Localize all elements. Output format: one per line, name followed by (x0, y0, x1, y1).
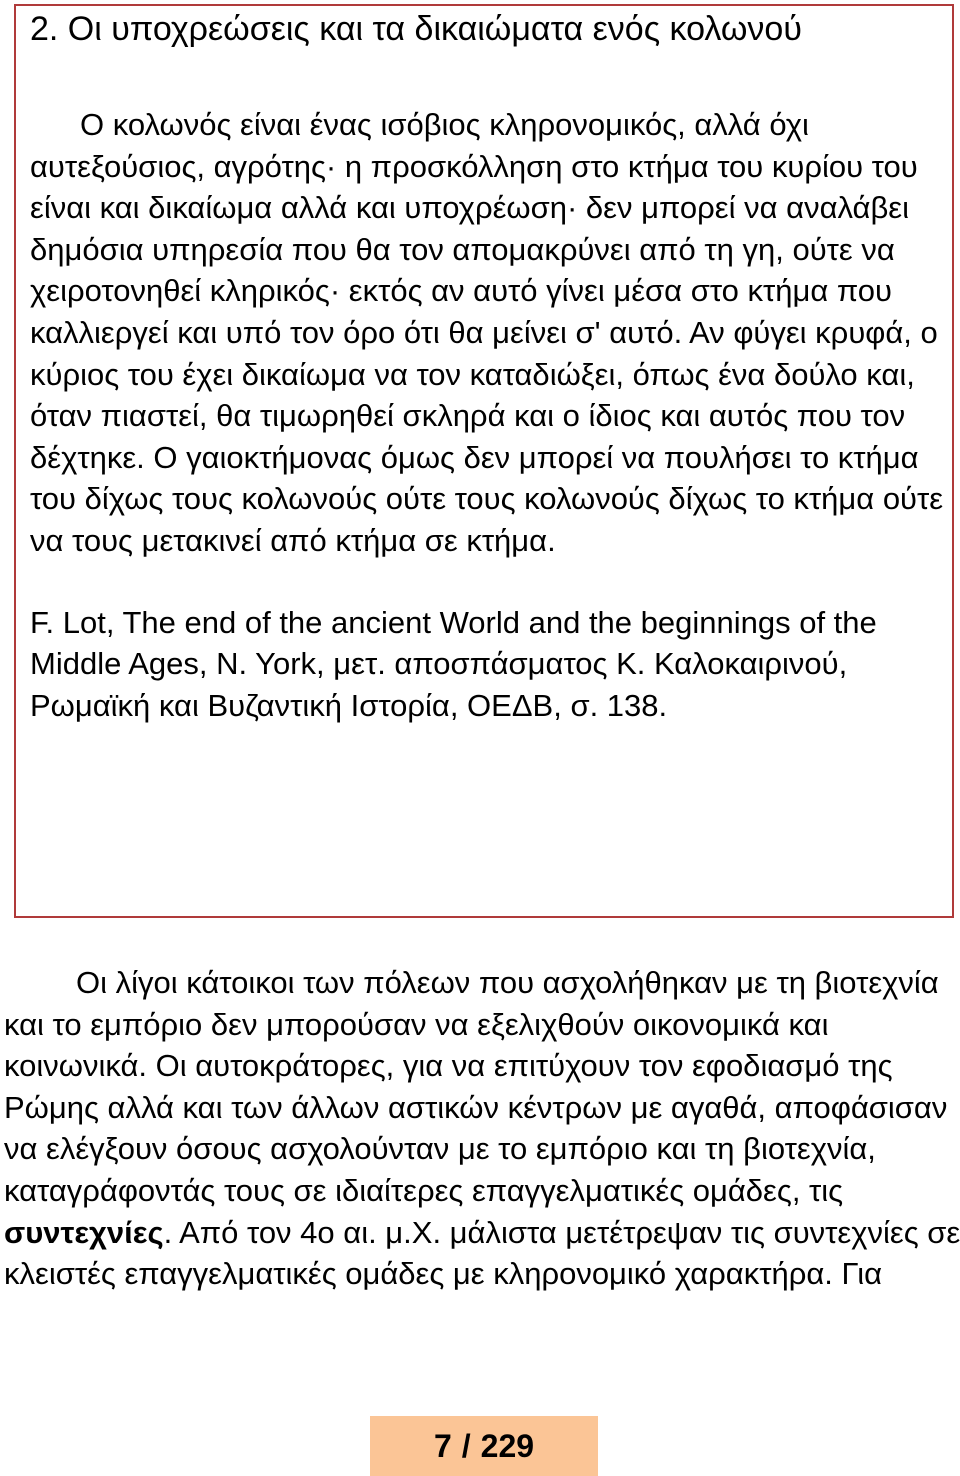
current-page: 7 (433, 1428, 452, 1464)
main-paragraph-text-after: . Από τον 4ο αι. μ.Χ. μάλιστα μετέτρεψαν τις συντεχνίες σε κλειστές επαγγελματικές ομάδες με κληρονομικό χαρακτήρα. Για (4, 1214, 960, 1292)
page-number-badge (370, 1416, 598, 1476)
excerpt-body: Ο κολωνός είναι ένας ισόβιος κληρονομικός, αλλά όχι αυτεξούσιος, αγρότης· η προσκόλληση στο κτήμα του κυρίου του είναι και δικαίωμα αλλά και υποχρέωση· δεν μπορεί να αναλάβει δημόσια υπηρεσία που θα τον απομακρύνει από τη γη, ούτε να χειροτονηθεί κληρικός· εκτός αν αυτό γίνει μέσα στο κτήμα που καλλιεργεί και υπό τον όρο ότι θα μείνει σ' αυτό. Αν φύγει κρυφά, ο κύριος του έχει δικαίωμα να τον καταδιώξει, όπως ένα δούλο και, όταν πιαστεί, θα τιμωρηθεί σκληρά και ο ίδιος και αυτός που τον δέχτηκε. Ο γαιοκτήμονας όμως δεν μπορεί να πουλήσει το κτήμα του δίχως τους κολωνούς ούτε τους κολωνούς δίχως το κτήμα ούτε να τους μετακινεί από κτήμα σε κτήμα. (30, 107, 944, 558)
main-paragraph (4, 962, 960, 1295)
main-paragraph-text-before: Οι λίγοι κάτοικοι των πόλεων που ασχολήθηκαν με τη βιοτεχνία και το εμπόριο δεν μπορούσαν να εξελιχθούν οικονομικά και κοινωνικά. Οι αυτοκράτορες, για να επιτύχουν τον εφοδιασμό της Ρώμης αλλά και των άλλων αστικών κέντρων με αγαθά, αποφάσισαν να ελέγξουν όσους ασχολούνταν με το εμπόριο και τη βιοτεχνία, καταγράφοντάς τους σε ιδιαίτερες επαγγελματικές ομάδες, τις (4, 965, 948, 1208)
source-excerpt-box (14, 4, 954, 918)
term-syntechnies: συντεχνίες (4, 1214, 164, 1250)
excerpt-citation: F. Lot, The end of the ancient World and the beginnings of the Middle Ages, N. York, μετ. αποσπάσματος Κ. Καλοκαιρινού, Ρωμαϊκή και Βυζαντική Ιστορία, ΟΕΔΒ, σ. 138. (30, 604, 877, 723)
total-pages: 229 (480, 1428, 535, 1464)
page-separator: / (461, 1428, 471, 1464)
excerpt-title: 2. Οι υποχρεώσεις και τα δικαιώματα ενός κολωνού (30, 10, 802, 48)
